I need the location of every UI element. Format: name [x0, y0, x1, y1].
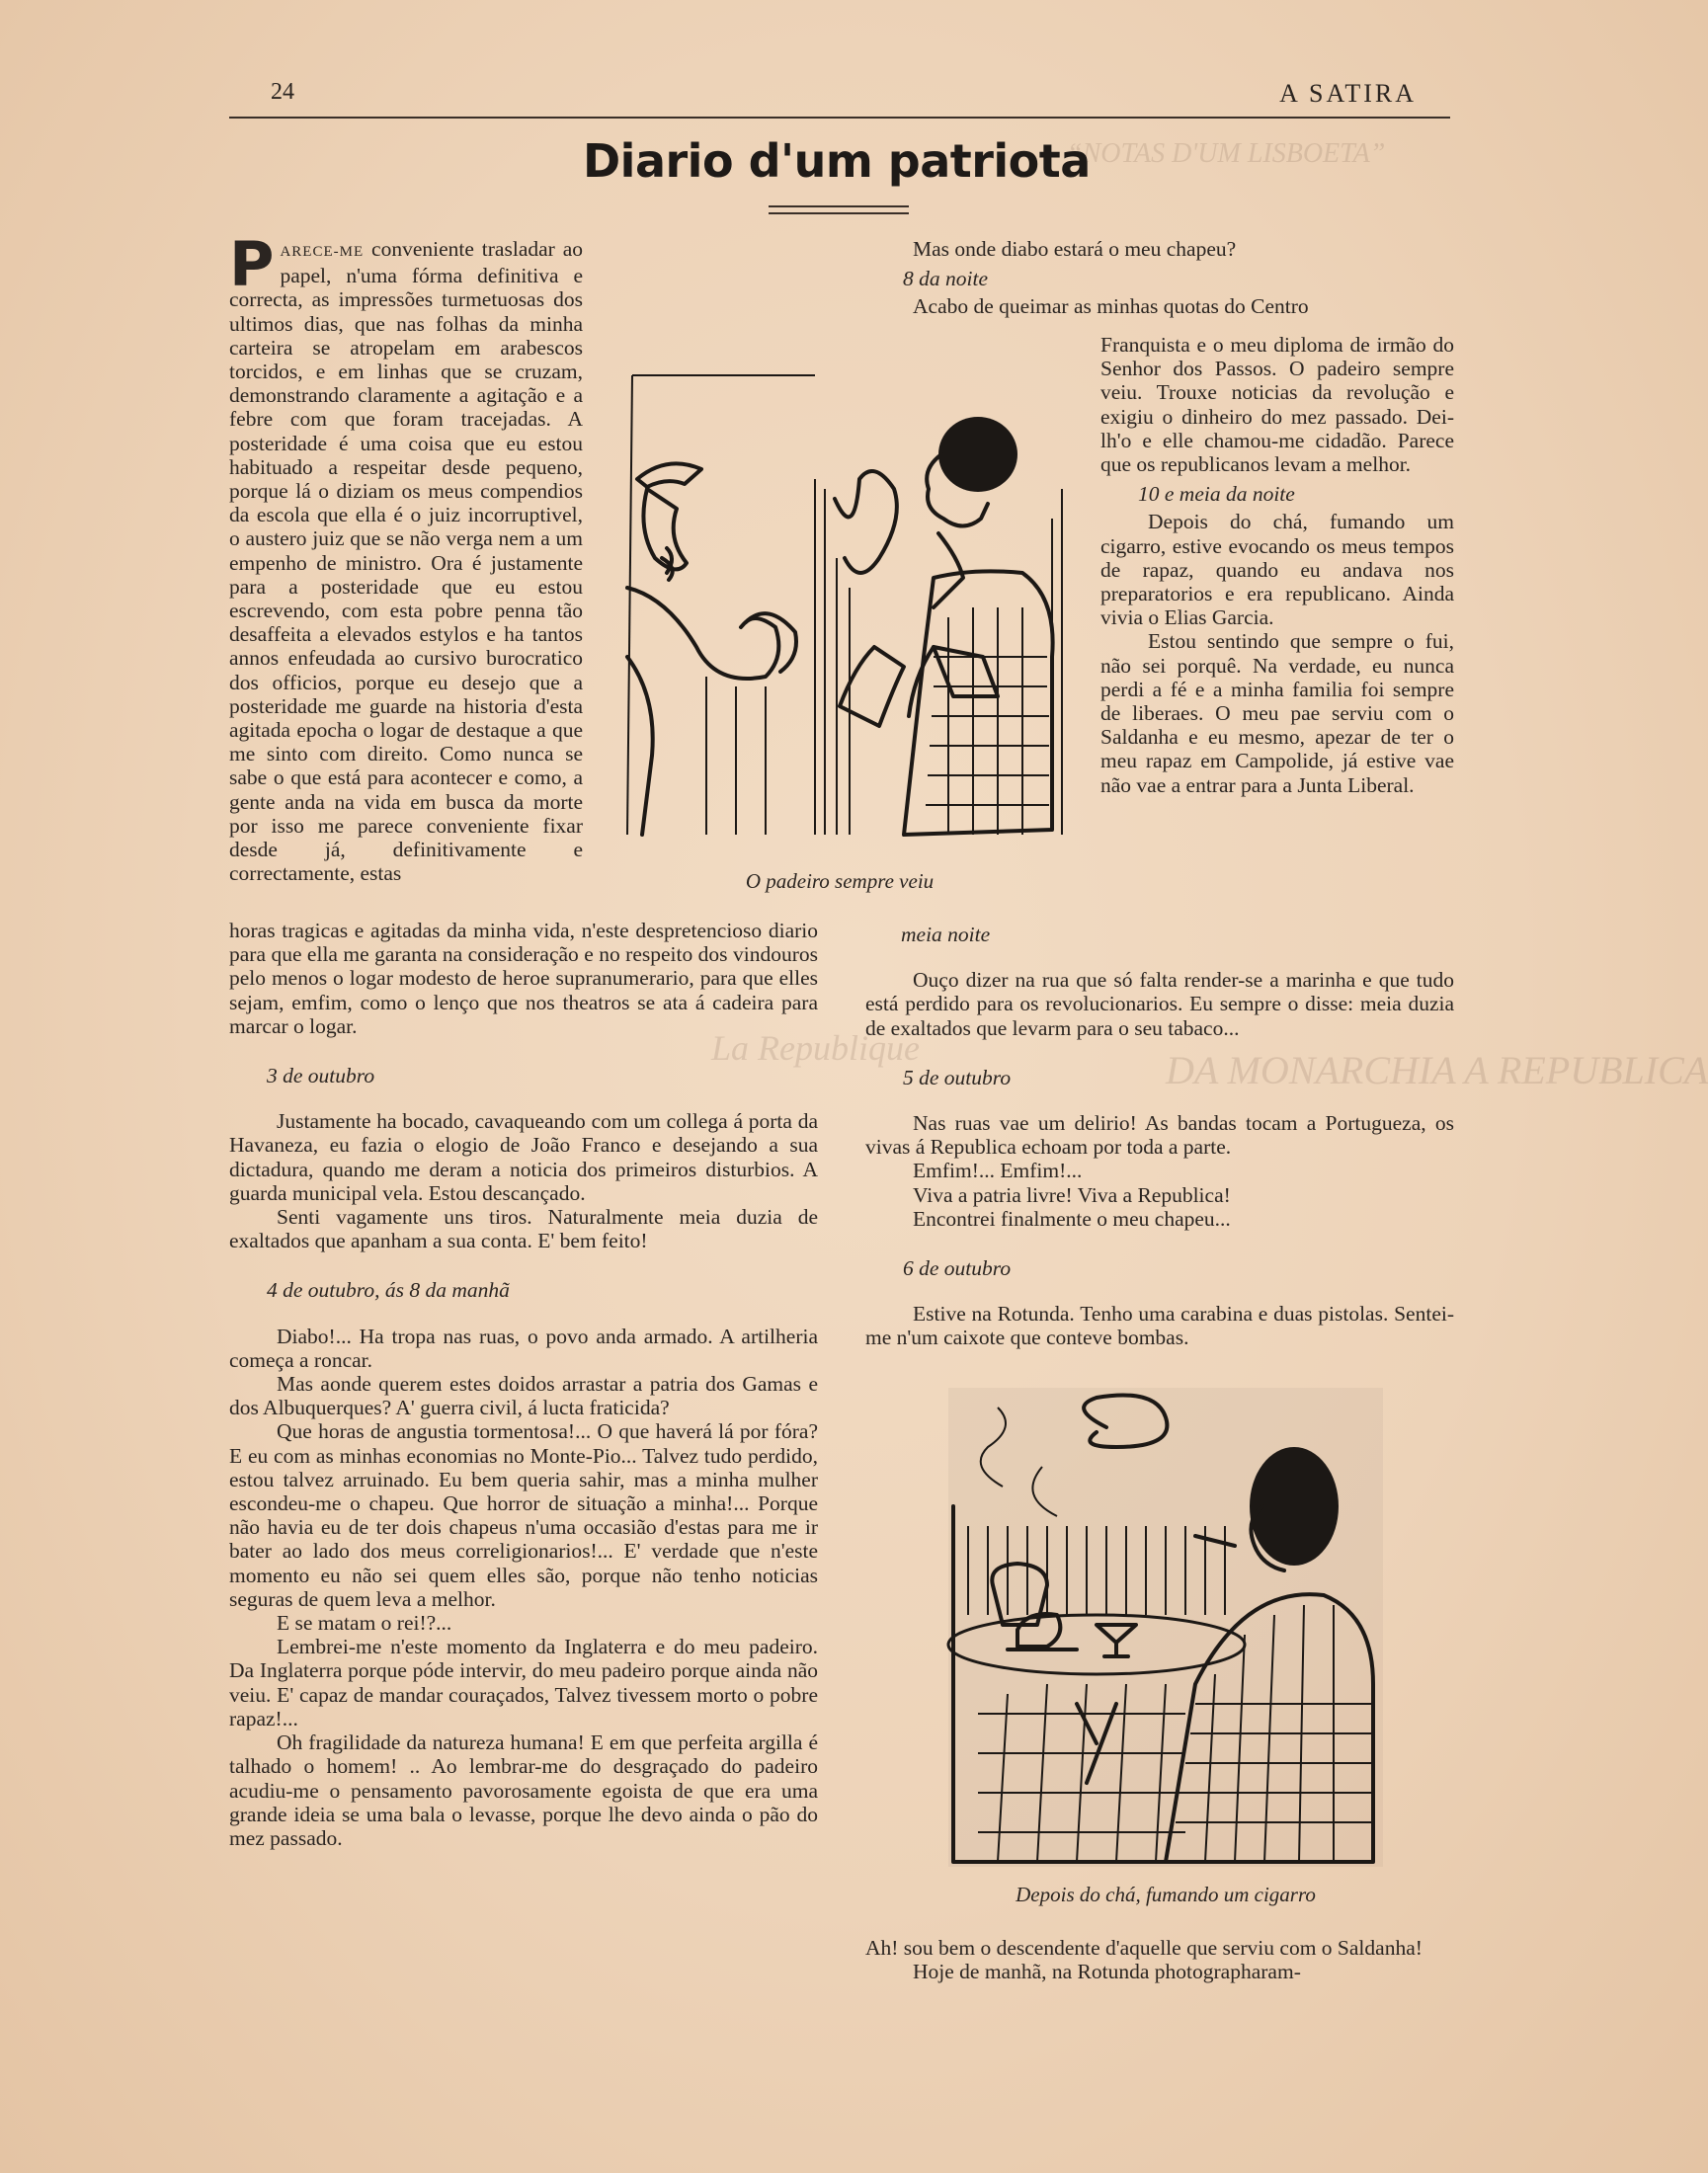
paragraph: Hoje de manhã, na Rotunda photographaram-: [913, 1960, 1301, 1984]
article-title: Diario d'um patriota: [583, 134, 1091, 188]
date-heading: 10 e meia da noite: [1138, 482, 1295, 507]
paragraph: Diabo!... Ha tropa nas ruas, o povo anda armado. A artilheria começa a roncar.: [229, 1324, 818, 1372]
intro-caps: ARECE-ME: [280, 244, 365, 260]
reverse-side-bleed: “NOTAS D'UM LISBOETA”: [1067, 138, 1386, 169]
paragraph: Mas onde diabo estará o meu chapeu?: [913, 237, 1237, 261]
paragraph: Viva a patria livre! Viva a Republica!: [913, 1182, 1231, 1207]
page-header: [229, 77, 1450, 119]
cafe-caption: Depois do chá, fumando um cigarro: [1016, 1883, 1316, 1906]
date-heading: 5 de outubro: [903, 1065, 1012, 1089]
paragraph: Emfim!... Emfim!...: [913, 1159, 1083, 1183]
baker-caption: O padeiro sempre veiu: [745, 869, 935, 893]
reverse-side-bleed: DA MONARCHIA A REPUBLICA: [1166, 1048, 1708, 1092]
paragraph: Ouço dizer na rua que só falta render-se a marinha e que tudo está perdido para os revolucionarios. Eu sempre o disse: meia duzia de exaltados que levarm para o seu tabaco...: [865, 968, 1454, 1040]
paragraph: Ah! sou bem o descendente d'aquelle que serviu com o Saldanha!: [865, 1936, 1423, 1960]
paragraph: Senti vagamente uns tiros. Naturalmente meia duzia de exaltados que apanham a sua conta. E' bem feito!: [229, 1205, 818, 1253]
right-column-narrow: [1100, 333, 1454, 926]
left-column-intro: [229, 228, 584, 919]
paragraph: Justamente ha bocado, cavaqueando com um collega á porta da Havaneza, eu fazia o elogio de João Franco e desejando a sua dictadura, quando me deram a noticia dos primeiros disturbios. A guarda municipal vela. Estou descançado.: [229, 1109, 818, 1205]
drop-cap: P: [229, 228, 275, 300]
paragraph: E se matam o rei!?...: [277, 1611, 452, 1636]
intro-text: conveniente trasladar ao papel, n'uma fórma definitiva e correcta, as impressões turmetuosas dos ultimos dias, que nas folhas da minha carteira se atropelam em arabescos torcidos, e em linhas que se cruzam, demonstrando claramente a agitação e a febre com que foram tracejadas. A posteridade é uma coisa que eu estou habituado a respeitar desde pequeno, porque lá o diziam os meus compendios da escola que ella é o juiz incorruptivel, o austero juiz que se não verga nem a um empenho de ministro. Ora é justamente para a posteridade que eu estou escrevendo, com esta pobre penna tão desaffeita a elevados estylos e ha tantos annos enfeudada ao cursivo burocratico dos officios, porque eu desejo que a posteridade me guarde na historia d'esta agitada epocha o logar de destaque a que me sinto com direito. Como nunca se sabe o que está para acontecer e como, a gente anda na vida em busca da morte por isso me parece conveniente fixar desde já, definitivamente e correctamente, estas: [229, 237, 584, 886]
date-heading: meia noite: [901, 923, 991, 946]
date-heading: 6 de outubro: [903, 1256, 1012, 1281]
paragraph: Estou sentindo que sempre o fui, não sei porquê. Na verdade, eu nunca perdi a fé e a minha familia foi sempre de liberaes. O meu pae serviu com o Saldanha e eu mesmo, apezar de ter o meu rapaz em Campolide, já estive vae não vae a entrar para a Junta Liberal.: [1100, 629, 1454, 797]
title-rule: [769, 212, 909, 214]
title-rule: [769, 205, 909, 207]
date-heading: 8 da noite: [903, 267, 988, 291]
paragraph: Depois do chá, fumando um cigarro, estive evocando os meus tempos de rapaz, quando eu andava nos preparatorios e era republicano. Ainda vivia o Elias Garcia.: [1100, 510, 1454, 630]
paragraph: Mas aonde querem estes doidos arrastar a patria dos Gamas e dos Albuquerques? A' guerra civil, á lucta fraticida?: [229, 1372, 818, 1420]
paragraph: Franquista e o meu diploma de irmão do Senhor dos Passos. O padeiro sempre veiu. Trouxe noticias da revolução e exigiu o dinheiro do mez passado. Dei-lh'o e elle chamou-me cidadão. Parece que os republicanos levam a melhor.: [1100, 333, 1454, 477]
paragraph: Nas ruas vae um delirio! As bandas tocam a Portugueza, os vivas á Republica echoam por toda a parte.: [865, 1111, 1454, 1160]
page-number: 24: [271, 79, 294, 105]
reverse-side-bleed: La Republique: [711, 1028, 920, 1068]
paragraph: Que horas de angustia tormentosa!... O que haverá lá por fóra? E eu com as minhas economias no Monte-Pio... Talvez tudo perdido, estou talvez arruinado. Eu bem queria sahir, mas a minha mulher escondeu-me o chapeu. Que horror de situação a minha!... Porque não havia eu de ter dois chapeus n'uma occasião d'estas para me ir bater ao lado dos meus correligionarios!... E' verdade que n'este momento eu não sei quem elles são, porque não tenho noticias seguras de quem leva a melhor.: [229, 1419, 818, 1611]
right-column-middle: [865, 919, 1454, 1383]
paragraph: Encontrei finalmente o meu chapeu...: [913, 1206, 1231, 1231]
magazine-name: A SATIRA: [1279, 79, 1417, 108]
cafe-illustration: [948, 1388, 1383, 1867]
right-column-top: [865, 237, 1454, 319]
paragraph: Estive na Rotunda. Tenho uma carabina e duas pistolas. Sentei-me n'um caixote que conteve bombas.: [865, 1302, 1454, 1350]
paragraph: Acabo de queimar as minhas quotas do Centro: [913, 294, 1309, 319]
paragraph: Oh fragilidade da natureza humana! E em que perfeita argilla é talhado o homem! .. Ao lembrar-me do desgraçado do padeiro acudiu-me o pensamento pavorosamente egoista de que era uma grande ideia se uma bala o levasse, porque lhe devo ainda o pão do mez passado.: [229, 1730, 818, 1850]
baker-illustration: [608, 361, 1072, 864]
right-column-bottom: [865, 1936, 1454, 1983]
paragraph: horas tragicas e agitadas da minha vida, n'este despretencioso diario para que ella me garanta na consideração e no respeito dos vindouros pelo menos o logar modesto de heroe supranumerario, para que elles sejam, emfim, como o lenço que nos theatros se ata á cadeira para marcar o logar.: [229, 919, 818, 1038]
paragraph: Lembrei-me n'este momento da Inglaterra e do meu padeiro. Da Inglaterra porque póde intervir, do meu padeiro porque ainda não veiu. E' capaz de mandar couraçados, Talvez tivessem morto o pobre rapaz!...: [229, 1635, 818, 1730]
date-heading: 4 de outubro, ás 8 da manhã: [267, 1278, 510, 1303]
left-column-body: [229, 919, 818, 2025]
date-heading: 3 de outubro: [267, 1064, 375, 1088]
